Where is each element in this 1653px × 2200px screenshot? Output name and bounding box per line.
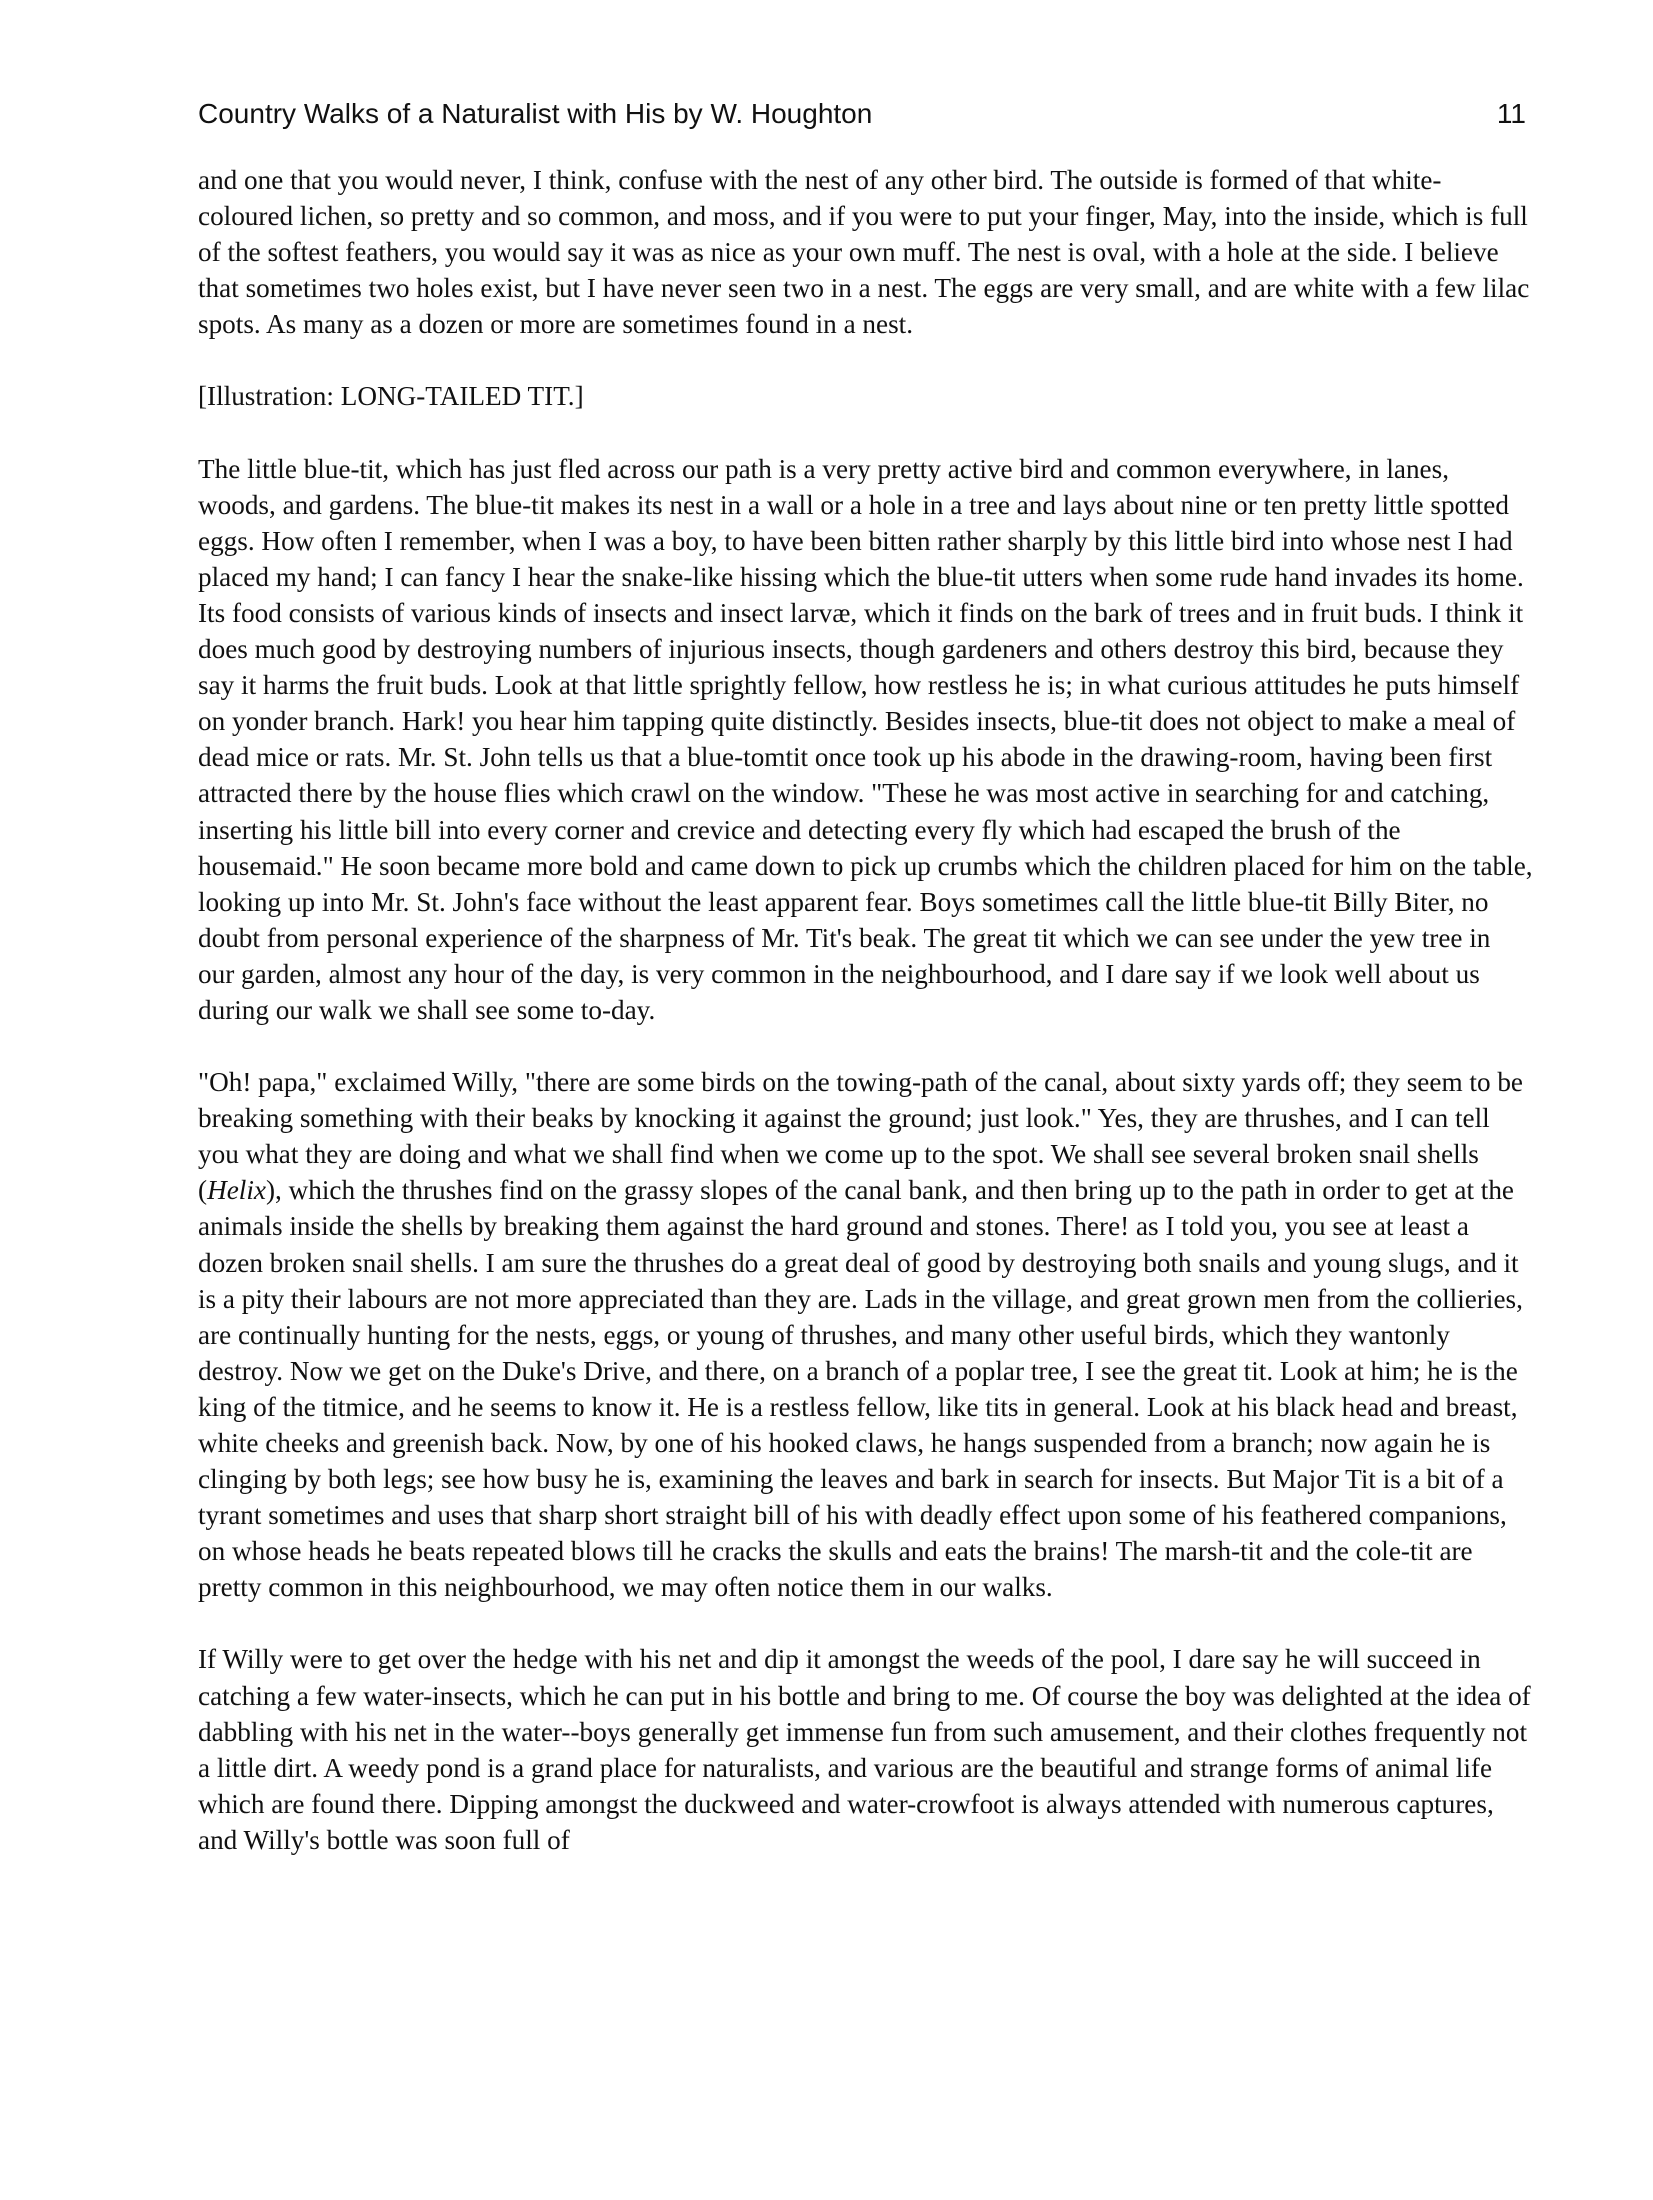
illustration-caption: [Illustration: LONG-TAILED TIT.] — [198, 381, 584, 412]
helix-italic: Helix — [207, 1175, 266, 1206]
running-title: Country Walks of a Naturalist with His by W. Houghton — [198, 98, 873, 129]
page-header — [198, 98, 1526, 130]
paragraph-3-text-a: "Oh! papa," exclaimed Willy, "there are some birds on the towing-path of the canal, about sixty yards off; they seem to be breaking something with their beaks by knocking it against the ground; just look." Yes, they are thrushes, and I can tell you what they are doing and what we shall find when we come up to the spot. We shall see several broken snail shells ( — [198, 1067, 1523, 1206]
body-text — [198, 162, 1533, 1894]
paragraph-2: The little blue-tit, which has just fled across our path is a very pretty active bird and common everywhere, in lanes, woods, and gardens. The blue-tit makes its nest in a wall or a hole in a tree and lays about nine or ten pretty little spotted eggs. How often I remember, when I was a boy, to have been bitten rather sharply by this little bird into whose nest I had placed my hand; I can fancy I hear the snake-like hissing which the blue-tit utters when some rude hand invades its home. Its food consists of various kinds of insects and insect larvæ, which it finds on the bark of trees and in fruit buds. I think it does much good by destroying numbers of injurious insects, though gardeners and others destroy this bird, because they say it harms the fruit buds. Look at that little sprightly fellow, how restless he is; in what curious attitudes he puts himself on yonder branch. Hark! you hear him tapping quite distinctly. Besides insects, blue-tit does not object to make a meal of dead mice or rats. Mr. St. John tells us that a blue-tomtit once took up his abode in the drawing-room, having been first attracted there by the house flies which crawl on the window. "These he was most active in searching for and catching, inserting his little bill into every corner and crevice and detecting every fly which had escaped the brush of the housemaid." He soon became more bold and came down to pick up crumbs which the children placed for him on the table, looking up into Mr. St. John's face without the least apparent fear. Boys sometimes call the little blue-tit Billy Biter, no doubt from personal experience of the sharpness of Mr. Tit's beak. The great tit which we can see under the yew tree in our garden, almost any hour of the day, is very common in the neighbourhood, and I dare say if we look well about us during our walk we shall see some to-day. — [198, 453, 1533, 1025]
page-number: 11 — [1496, 98, 1526, 129]
paragraph-3-text-b: ), which the thrushes find on the grassy slopes of the canal bank, and then bring up to the path in order to get at the animals inside the shells by breaking them against the hard ground and stones. There! as I told you, you see at least a dozen broken snail shells. I am sure the thrushes do a great deal of good by destroying both snails and young slugs, and it is a pity their labours are not more appreciated than they are. Lads in the village, and great grown men from the collieries, are continually hunting for the nests, eggs, or young of thrushes, and many other useful birds, which they wantonly destroy. Now we get on the Duke's Drive, and there, on a branch of a poplar tree, I see the great tit. Look at him; he is the king of the titmice, and he seems to know it. He is a restless fellow, like tits in general. Look at his black head and breast, white cheeks and greenish back. Now, by one of his hooked claws, he hangs suspended from a branch; now again he is clinging by both legs; see how busy he is, examining the leaves and bark in search for insects. But Major Tit is a bit of a tyrant sometimes and uses that sharp short straight bill of his with deadly effect upon some of his feathered companions, on whose heads he beats repeated blows till he cracks the skulls and eats the brains! The marsh-tit and the cole-tit are pretty common in this neighbourhood, we may often notice them in our walks. — [198, 1175, 1523, 1603]
paragraph-3 — [198, 1064, 1533, 1605]
paragraph-4: If Willy were to get over the hedge with his net and dip it amongst the weeds of the pool, I dare say he will succeed in catching a few water-insects, which he can put in his bottle and bring to me. Of course the boy was delighted at the idea of dabbling with his net in the water--boys generally get immense fun from such amusement, and their clothes frequently not a little dirt. A weedy pond is a grand place for naturalists, and various are the beautiful and strange forms of animal life which are found there. Dipping amongst the duckweed and water-crowfoot is always attended with numerous captures, and Willy's bottle was soon full of — [198, 1644, 1531, 1855]
paragraph-1: and one that you would never, I think, confuse with the nest of any other bird. The outside is formed of that white-coloured lichen, so pretty and so common, and moss, and if you were to put your finger, May, into the inside, which is full of the softest feathers, you would say it was as nice as your own muff. The nest is oval, with a hole at the side. I believe that sometimes two holes exist, but I have never seen two in a nest. The eggs are very small, and are white with a few lilac spots. As many as a dozen or more are sometimes found in a nest. — [198, 165, 1530, 340]
